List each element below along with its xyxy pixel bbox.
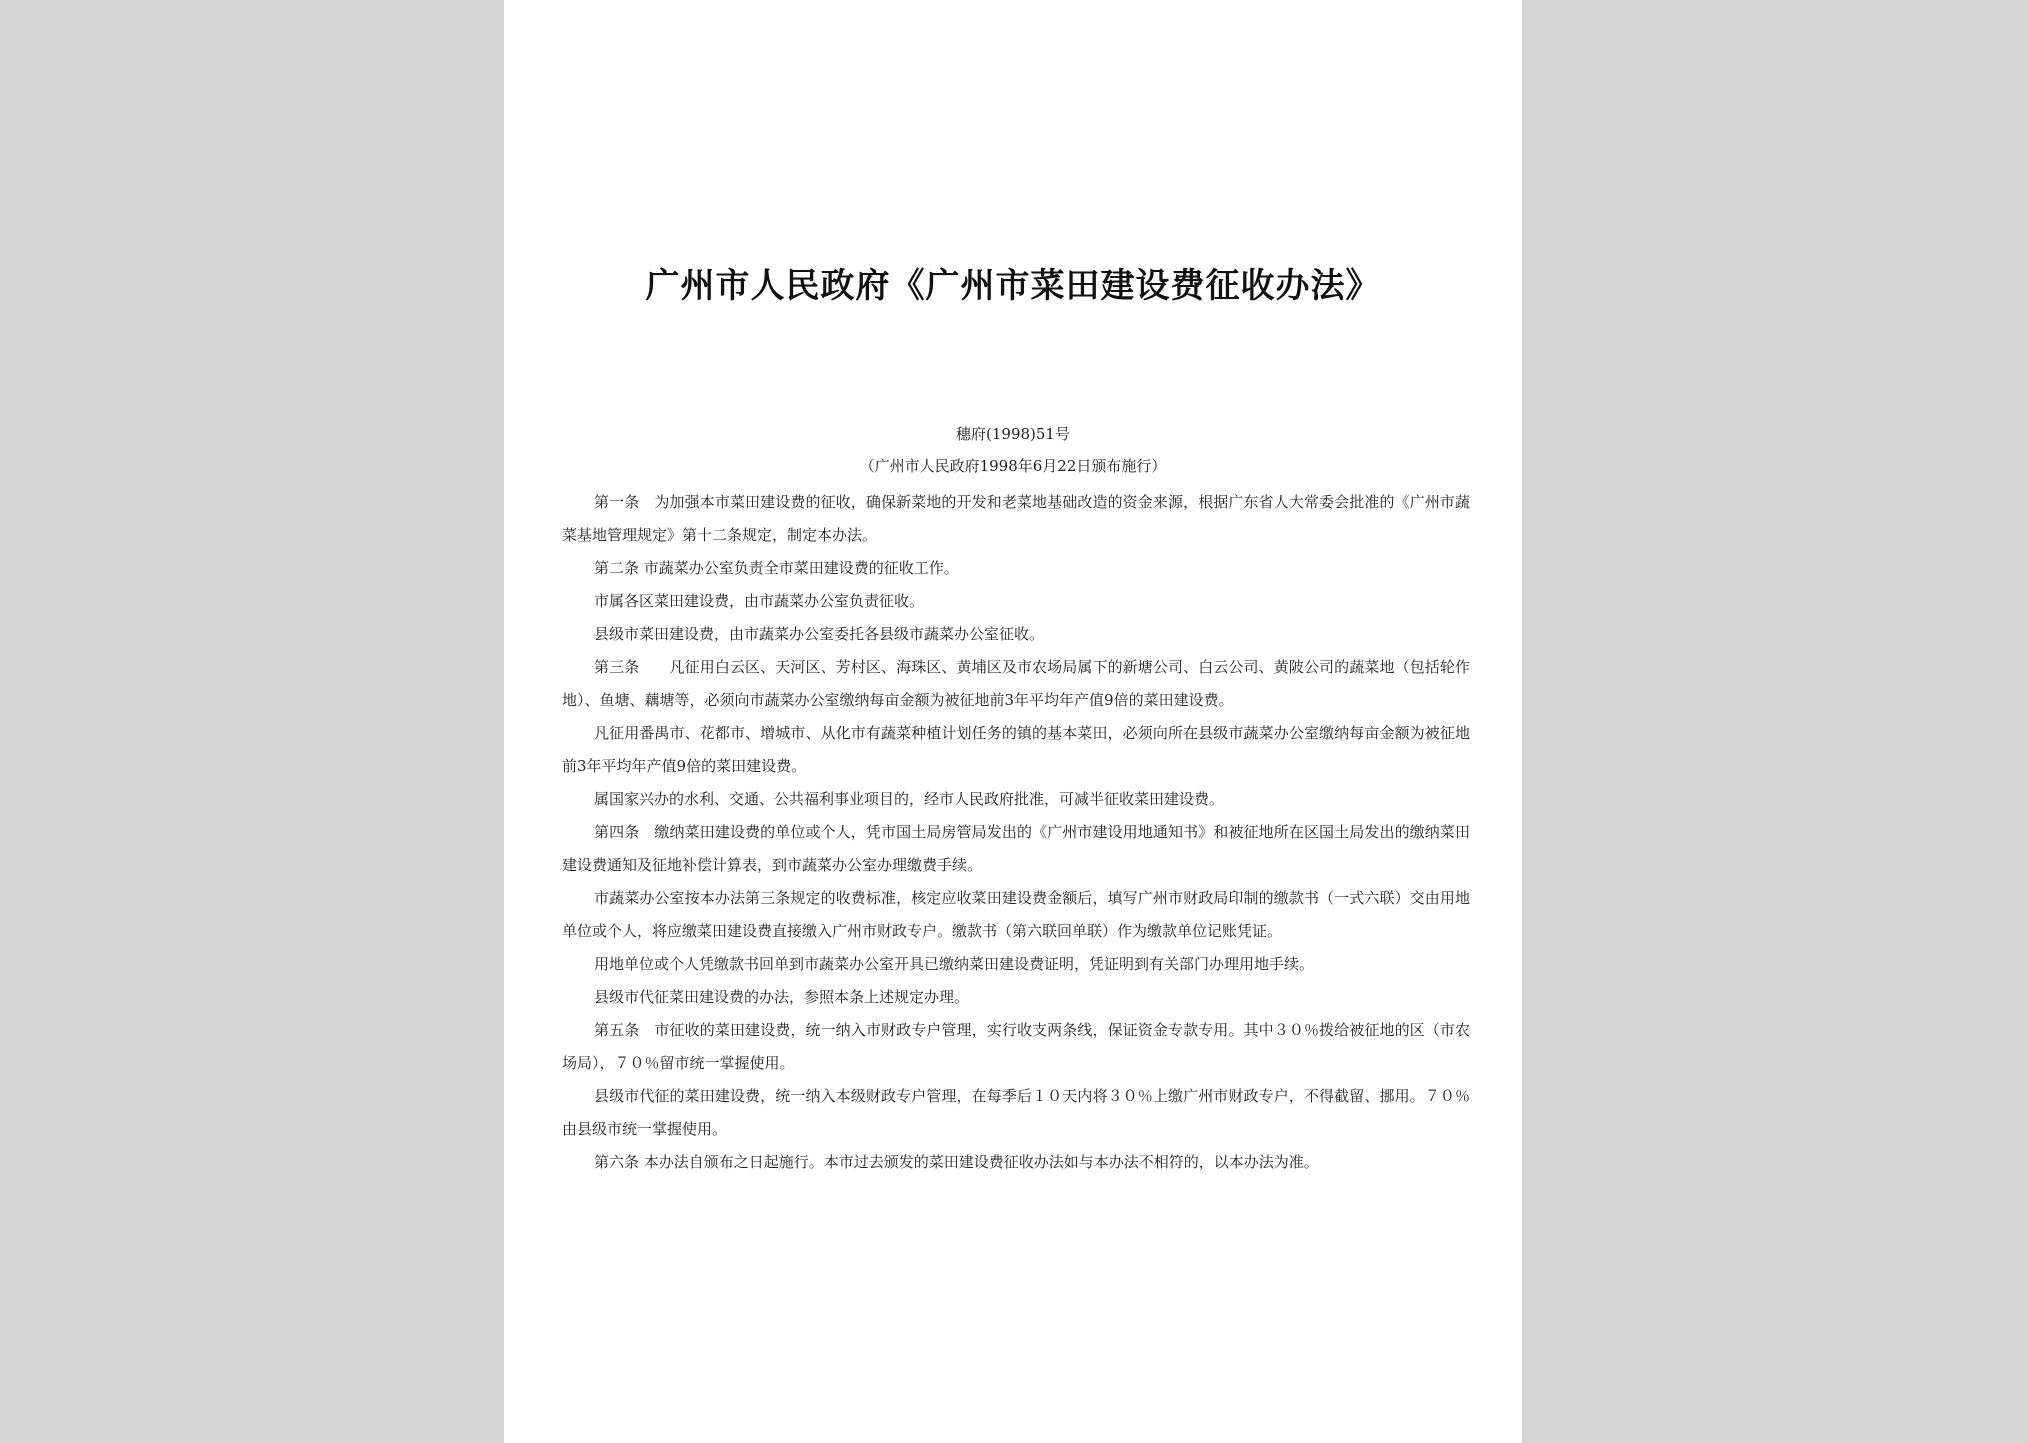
article-3-reduction-paragraph: 属国家兴办的水利、交通、公共福利事业项目的，经市人民政府批准，可减半征收菜田建设费。 bbox=[594, 790, 1225, 808]
article-5-paragraph: 第五条 市征收的菜田建设费，统一纳入市财政专户管理，实行收支两条线，保证资金专款专用。其中３０％拨给被征地的区（市农场局），７０％留市统一掌握使用。 bbox=[562, 1021, 1470, 1072]
article-4-payment-paragraph: 市蔬菜办公室按本办法第三条规定的收费标准，核定应收菜田建设费金额后，填写广州市财政局印制的缴款书（一式六联）交由用地单位或个人，将应缴菜田建设费直接缴入广州市财政专户。缴款书（第六联回单联）作为缴款单位记账凭证。 bbox=[562, 889, 1470, 940]
document-page bbox=[504, 0, 1522, 1443]
article-4-county-paragraph: 县级市代征菜田建设费的办法，参照本条上述规定办理。 bbox=[594, 988, 970, 1006]
article-3-paragraph: 第三条 凡征用白云区、天河区、芳村区、海珠区、黄埔区及市农场局属下的新塘公司、白云公司、黄陂公司的蔬菜地（包括轮作地）、鱼塘、藕塘等，必须向市蔬菜办公室缴纳每亩金额为被征地前3年平均年产值9倍的菜田建设费。 bbox=[562, 658, 1470, 709]
document-title: 广州市人民政府《广州市菜田建设费征收办法》 bbox=[645, 266, 1381, 306]
article-4-certificate-paragraph: 用地单位或个人凭缴款书回单到市蔬菜办公室开具已缴纳菜田建设费证明，凭证明到有关部门办理用地手续。 bbox=[594, 955, 1315, 973]
article-2-district-paragraph: 市属各区菜田建设费，由市蔬菜办公室负责征收。 bbox=[594, 592, 925, 610]
issued-date-note: （广州市人民政府1998年6月22日颁布施行） bbox=[859, 457, 1167, 475]
document-body bbox=[562, 486, 1470, 1179]
article-6-paragraph: 第六条 本办法自颁布之日起施行。本市过去颁发的菜田建设费征收办法如与本办法不相符的，以本办法为准。 bbox=[594, 1153, 1319, 1171]
article-4-paragraph: 第四条 缴纳菜田建设费的单位或个人，凭市国土局房管局发出的《广州市建设用地通知书》和被征地所在区国土局发出的缴纳菜田建设费通知及征地补偿计算表，到市蔬菜办公室办理缴费手续。 bbox=[562, 823, 1470, 874]
article-2-county-paragraph: 县级市菜田建设费，由市蔬菜办公室委托各县级市蔬菜办公室征收。 bbox=[594, 625, 1045, 643]
article-2-paragraph: 第二条 市蔬菜办公室负责全市菜田建设费的征收工作。 bbox=[594, 559, 959, 577]
article-1-paragraph: 第一条 为加强本市菜田建设费的征收，确保新菜地的开发和老菜地基础改造的资金来源，根据广东省人大常委会批准的《广州市蔬菜基地管理规定》第十二条规定，制定本办法。 bbox=[562, 493, 1470, 544]
article-5-county-paragraph: 县级市代征的菜田建设费，统一纳入本级财政专户管理，在每季后１０天内将３０％上缴广州市财政专户，不得截留、挪用。７０％由县级市统一掌握使用。 bbox=[562, 1087, 1470, 1138]
article-3-county-paragraph: 凡征用番禺市、花都市、增城市、从化市有蔬菜种植计划任务的镇的基本菜田，必须向所在县级市蔬菜办公室缴纳每亩金额为被征地前3年平均年产值9倍的菜田建设费。 bbox=[562, 724, 1470, 775]
document-number: 穗府(1998)51号 bbox=[956, 425, 1070, 443]
